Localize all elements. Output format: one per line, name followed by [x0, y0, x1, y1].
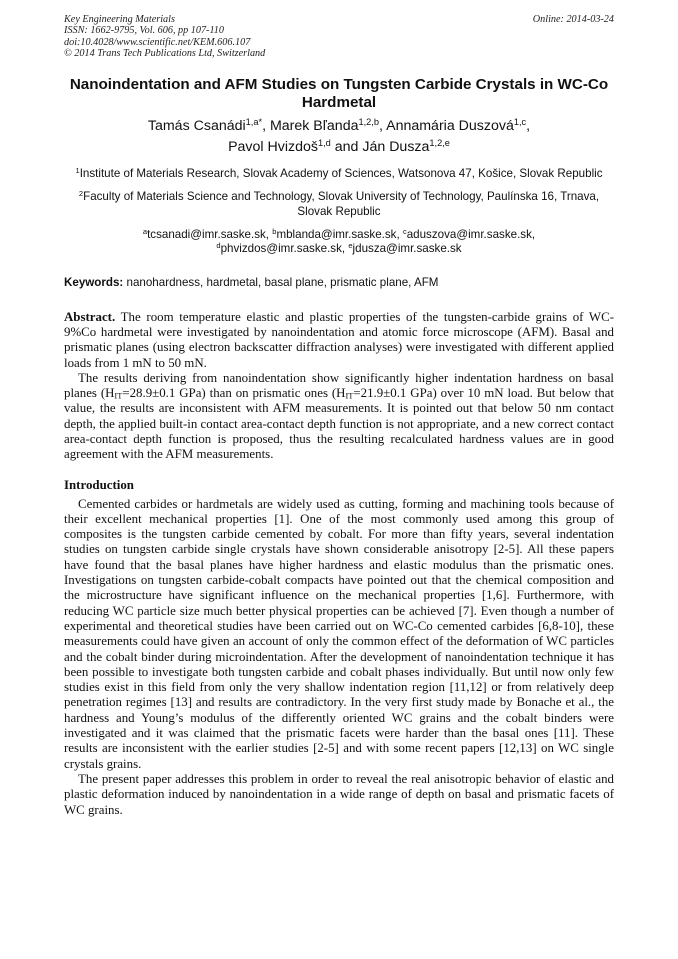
author-sup: 1,2,b — [358, 116, 379, 127]
abstract-text: The room temperature elastic and plastic properties of the tungsten-carbide grains of WC-9%Co hardmetal were investigated by nanoindentation and atomic force microscope (AFM). Basal and prismatic planes (using electron backscatter diffraction analyses) were investigated with different applied loads from 1 mN to 50 mN. — [64, 309, 614, 370]
body-paragraph: Cemented carbides or hardmetals are widely used as cutting, forming and machining tools because of their excellent mechanical properties [1]. One of the most commonly used among this group of composites is the tungsten carbide cemented by cobalt. For more than fifty years, several indentation studies on tungsten carbide single crystals have shown considerable anisotropy [2-5]. All these papers have found that the basal planes have higher hardness and elastic modulus than the prismatic ones. Investigations on tungsten carbide-cobalt compacts have pointed out that the chemical composition and the microstructure have significant influence on the mechanical properties [1,6]. Furthermore, with reducing WC particle size much better physical properties can be achieved [7]. Even though a number of experimental and theoretical studies have been carried out on WC-Co cemented carbides [6,8-10], these measurements could have given an account of only the common effect of the deformation of WC particles and the cobalt binder during microindentation. After the development of nanoindentation technique it has been possible to investigate both tungsten carbide and cobalt phases individually. But until now only few studies exist in this field from only the very shallow indentation region [11,12] or from relatively deep penetration regimes [13] and results are contradictory. In the very first study made by Bonache et al., the hardness and Young’s modulus of the differently oriented WC grains and the cobalt binders were investigated and it was claimed that the prismatic facets were harder than the basal ones [11]. These results are inconsistent with the earlier studies [2-5] and with some recent papers [12,13] on WC single crystals grains. — [64, 496, 614, 771]
email-address[interactable]: tcsanadi@imr.saske.sk — [147, 227, 266, 241]
journal-name: Key Engineering Materials — [64, 14, 175, 25]
abstract-label: Abstract. — [64, 309, 116, 324]
author-sup: 1,d — [317, 137, 331, 148]
keywords-label: Keywords: — [64, 275, 124, 289]
author-name: Pavol Hvizdoš — [228, 138, 318, 155]
email-key: c — [402, 226, 407, 236]
doi-line: doi:10.4028/www.scientific.net/KEM.606.107 — [64, 36, 251, 48]
keywords — [64, 276, 614, 290]
abstract-paragraph — [64, 310, 614, 371]
abstract — [64, 310, 614, 463]
author-name: Marek Bľanda — [269, 117, 359, 134]
email-list: $^a$tcsanadi@imr.saske.sk, $^b$mblanda@imr.saske.sk, $^c$aduszova@imr.saske.sk, $^d$phvizdos@imr.saske.sk, $^e$jdusza@imr.saske.sk — [142, 226, 536, 255]
body-paragraph: The present paper addresses this problem in order to reveal the real anisotropic behavior of elastic and plastic deformation induced by nanoindentation in a wide range of depth on basal and prismatic facets of WC grains. — [64, 771, 614, 817]
author-list: Tamás Csanádi$^{1,a*}$, Marek Bľanda$^{1,2,b}$, Annamária Duszová$^{1,c}$, Pavol Hvizdoš$^{1,d}$ and Ján Dusza$^{1,2,e}$ — [147, 116, 531, 155]
keywords-text: nanohardness, hardmetal, basal plane, prismatic plane, AFM — [126, 275, 439, 289]
author-name: Annamária Duszová — [386, 117, 514, 134]
introduction — [64, 497, 614, 818]
email-address[interactable]: aduszova@imr.saske.sk — [406, 227, 532, 241]
abstract-paragraph — [64, 371, 614, 463]
abstract-text: =28.9±0.1 GPa) than on prismatic ones (H — [122, 386, 346, 401]
author-sup: 1,a* — [245, 116, 263, 127]
author-name: Ján Dusza — [362, 138, 430, 155]
affiliation-text: Institute of Materials Research, Slovak Academy of Sciences, Watsonova 47, Košice, Slovak Republic — [79, 166, 603, 180]
paper-page — [64, 14, 614, 818]
subscript: IT — [345, 391, 354, 401]
copyright-line: © 2014 Trans Tech Publications Ltd, Switzerland — [64, 48, 266, 60]
issn-line: ISSN: 1662-9795, Vol. 606, pp 107-110 — [64, 25, 224, 37]
author-sup: 1,2,e — [429, 137, 450, 148]
journal-header — [64, 14, 614, 60]
paper-title: Nanoindentation and AFM Studies on Tungsten Carbide Crystals in WC-Co Hardmetal — [69, 75, 609, 111]
affiliation-number: 2 — [78, 188, 84, 198]
email-key: b — [272, 226, 277, 236]
email-key: a — [142, 226, 148, 236]
affiliation — [64, 189, 614, 219]
email-address[interactable]: phvizdos@imr.saske.sk — [220, 241, 342, 255]
email-address[interactable]: mblanda@imr.saske.sk — [276, 227, 397, 241]
email-key: d — [216, 240, 221, 250]
author-sup: 1,c — [513, 116, 527, 127]
affiliation-text: Faculty of Materials Science and Technology, Slovak University of Technology, Paulínska 16, Trnava, Slovak Republic — [83, 189, 600, 218]
email-address[interactable]: jdusza@imr.saske.sk — [352, 241, 462, 255]
section-heading: Introduction — [64, 477, 134, 492]
abstract-text: =21.9±0.1 GPa) over 10 mN load. But below that value, the results are inconsistent with AFM measurements. It is pointed out that below 50 nm contact depth, the applied built-in contact area-contact depth function is not appropriate, and a new correct contact area-contact depth function is proposed, thus the resulting recalculated hardness values are in good agreement with the AFM measurements. — [64, 386, 614, 462]
abstract-text: The results deriving from nanoindentation show significantly higher indentation hardness on basal planes (H — [64, 370, 614, 401]
affiliation-number: 1 — [75, 165, 80, 175]
subscript: IT — [114, 391, 123, 401]
email-key: e — [348, 240, 353, 250]
affiliation — [64, 166, 614, 181]
author-name: Tamás Csanádi — [147, 117, 246, 134]
online-date: Online: 2014-03-24 — [532, 14, 614, 25]
